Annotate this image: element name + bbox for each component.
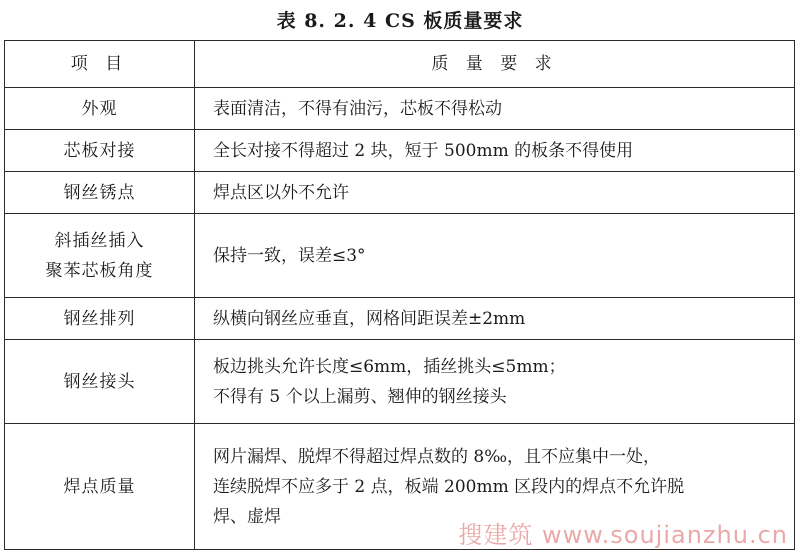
header-item: 项 目 <box>5 41 195 88</box>
header-row <box>5 41 795 88</box>
quality-requirements-table <box>4 40 795 550</box>
row-requirement: 全长对接不得超过 2 块，短于 500mm 的板条不得使用 <box>195 130 795 172</box>
row-requirement: 表面清洁，不得有油污，芯板不得松动 <box>195 88 795 130</box>
table-row <box>5 340 795 424</box>
row-requirement: 焊点区以外不允许 <box>195 172 795 214</box>
table-title: 表 8. 2. 4 CS 板质量要求 <box>276 10 524 32</box>
row-item: 芯板对接 <box>5 130 195 172</box>
row-item: 焊点质量 <box>5 424 195 550</box>
row-item: 钢丝接头 <box>5 340 195 424</box>
row-requirement: 保持一致，误差≤3° <box>195 214 795 298</box>
row-requirement: 纵横向钢丝应垂直，网格间距误差±2mm <box>195 298 795 340</box>
table-row <box>5 214 795 298</box>
table-row <box>5 172 795 214</box>
watermark: 搜建筑 www.soujianzhu.cn <box>458 521 788 549</box>
row-requirement: 网片漏焊、脱焊不得超过焊点数的 8‰，且不应集中一处， 连续脱焊不应多于 2 点，板端 200mm 区段内的焊点不允许脱 焊、虚焊 <box>195 424 795 550</box>
row-item: 钢丝锈点 <box>5 172 195 214</box>
row-item: 钢丝排列 <box>5 298 195 340</box>
header-requirement: 质 量 要 求 <box>195 41 795 88</box>
row-item: 外观 <box>5 88 195 130</box>
table-row <box>5 298 795 340</box>
row-item: 斜插丝插入 聚苯芯板角度 <box>5 214 195 298</box>
row-requirement: 板边挑头允许长度≤6mm，插丝挑头≤5mm； 不得有 5 个以上漏剪、翘伸的钢丝接头 <box>195 340 795 424</box>
table-row <box>5 130 795 172</box>
table-row <box>5 88 795 130</box>
